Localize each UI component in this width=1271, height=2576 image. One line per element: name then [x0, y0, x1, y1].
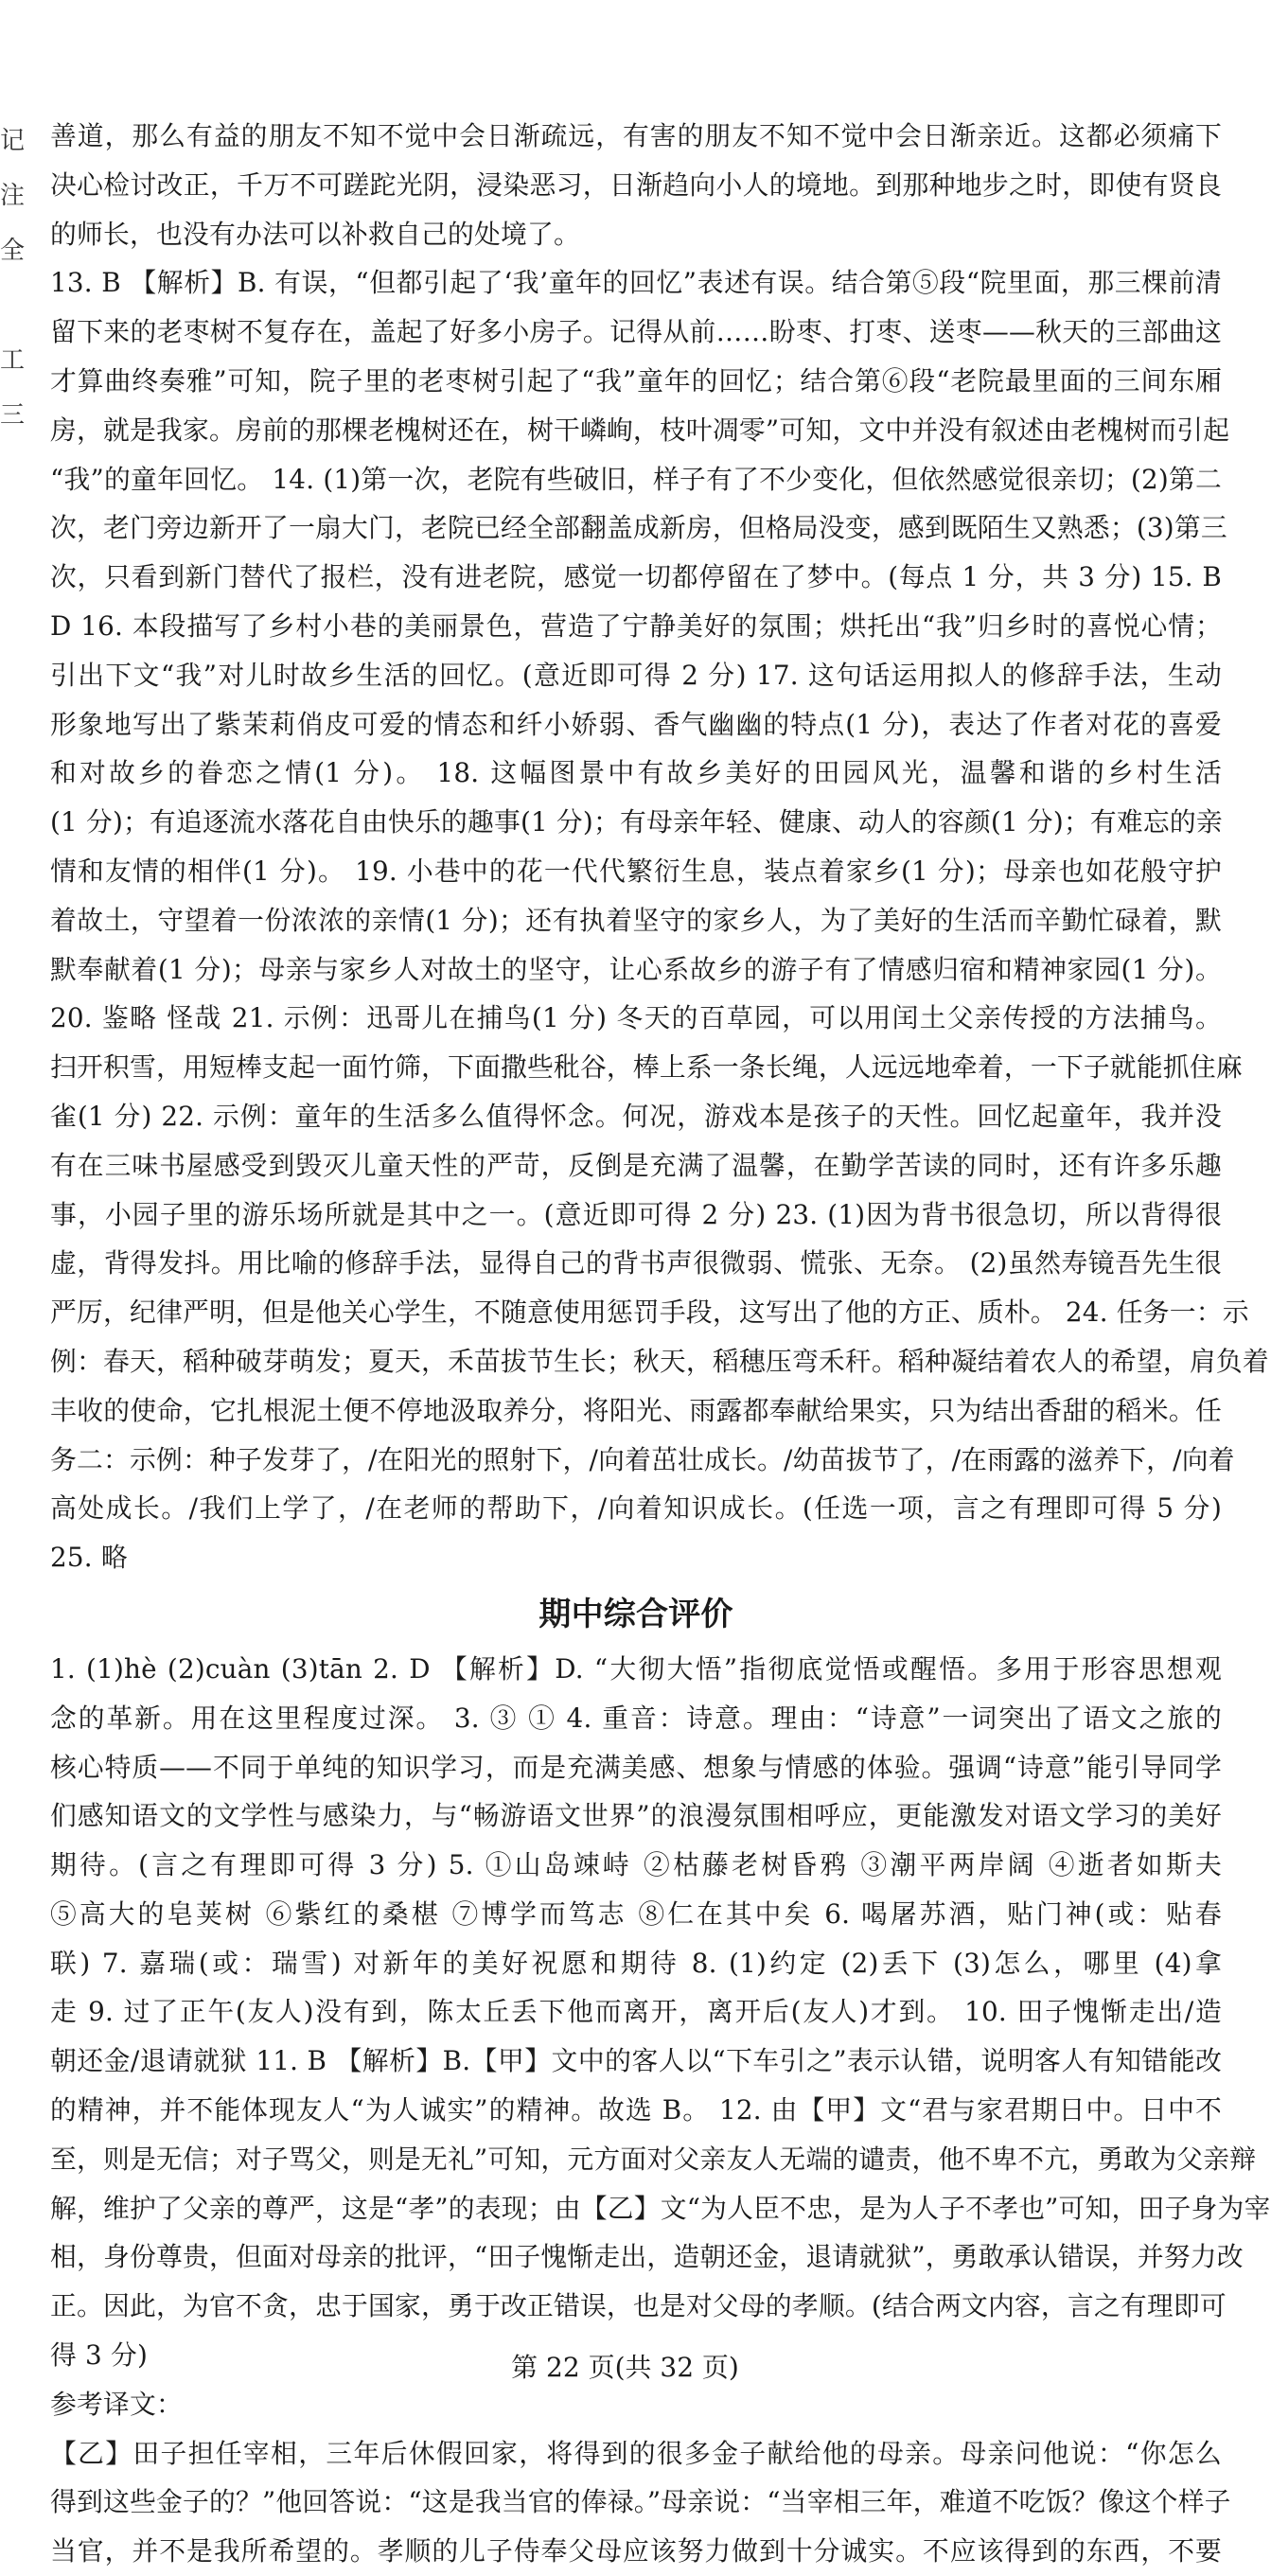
text-line: 核心特质——不同于单纯的知识学习，而是充满美感、想象与情感的体验。强调“诗意”能引导同学	[50, 1751, 1222, 1783]
text-line: 的精神，并不能体现友人“为人诚实”的精神。故选 B。 12. 由【甲】文“君与家君期日中。日中不	[50, 2094, 1222, 2126]
text-line: 朝还金/退请就狱 11. B 【解析】B.【甲】文中的客人以“下车引之”表示认错，说明客人有知错能改	[50, 2045, 1222, 2077]
text-line: 决心检讨改正，千万不可蹉跎光阴，浸染恶习，日渐趋向小人的境地。到那种地步之时，即使有贤良	[50, 168, 1222, 201]
text-line: 有在三味书屋感受到毁灭儿童天性的严苛，反倒是充满了温馨，在勤学苦读的同时，还有许多乐趣	[50, 1149, 1222, 1181]
reference-translation-label: 参考译文：	[50, 2388, 183, 2420]
text-line: 虚，背得发抖。用比喻的修辞手法，显得自己的背书声很微弱、慌张、无奈。 (2)虽然寿镜吾先生很	[50, 1247, 1222, 1279]
text-line: 念的革新。用在这里程度过深。 3. ③ ① 4. 重音：诗意。理由：“诗意”一词突出了语文之旅的	[50, 1702, 1222, 1734]
text-line: 解，维护了父亲的尊严，这是“孝”的表现；由【乙】文“为人臣不忠，是为人子不孝也”可知，田子身为宰	[50, 2192, 1271, 2224]
text-line: 20. 鉴略 怪哉 21. 示例：迅哥儿在捕鸟(1 分) 冬天的百草园，可以用闰土父亲传授的方法捕鸟。	[50, 1002, 1222, 1034]
section-title: 期中综合评价	[538, 1595, 733, 1633]
answer-content	[50, 112, 1271, 2576]
text-line: 1. (1)hè (2)cuàn (3)tān 2. D 【解析】D. “大彻大悟”指彻底觉悟或醒悟。多用于形容思想观	[50, 1652, 1222, 1685]
text-line: 得 3 分)	[50, 2339, 148, 2372]
page-number-footer: 第 22 页(共 32 页)	[511, 2352, 739, 2383]
text-line: 【乙】田子担任宰相，三年后休假回家，将得到的很多金子献给他的母亲。母亲问他说：“你怎么	[50, 2437, 1222, 2469]
text-line: 期待。(言之有理即可得 3 分) 5. ①山岛竦峙 ②枯藤老树昏鸦 ③潮平两岸阔 ④逝者如斯夫	[50, 1849, 1222, 1881]
text-line: 扫开积雪，用短棒支起一面竹筛，下面撒些秕谷，棒上系一条长绳，人远远地牵着，一下子就能抓住麻	[50, 1051, 1243, 1084]
answers-section-previous	[50, 112, 1269, 1582]
text-line: 留下来的老枣树不复存在，盖起了好多小房子。记得从前……盼枣、打枣、送枣——秋天的三部曲这	[50, 316, 1222, 348]
text-line: D 16. 本段描写了乡村小巷的美丽景色，营造了宁静美好的氛围；烘托出“我”归乡时的喜悦心情；	[50, 609, 1222, 642]
text-line: 引出下文“我”对儿时故乡生活的回忆。(意近即可得 2 分) 17. 这句话运用拟人的修辞手法，生动	[50, 659, 1222, 691]
text-line: 相，身份尊贵，但面对母亲的批评，“田子愧惭走出，造朝还金，退请就狱”，勇敢承认错误，并努力改	[50, 2241, 1244, 2273]
text-line: 默奉献着(1 分)；母亲与家乡人对故土的坚守，让心系故乡的游子有了情感归宿和精神家园(1 分)。	[50, 953, 1222, 985]
text-line: 和对故乡的眷恋之情(1 分)。 18. 这幅图景中有故乡美好的田园风光，温馨和谐的乡村生活	[50, 757, 1222, 789]
text-line: (1 分)；有追逐流水落花自由快乐的趣事(1 分)；有母亲年轻、健康、动人的容颜(1 分)；有难忘的亲	[50, 806, 1223, 838]
text-line: 当官，并不是我所希望的。孝顺的儿子侍奉父母应该努力做到十分诚实。不应该得到的东西，不要	[50, 2535, 1222, 2567]
answers-section-midterm	[50, 1645, 1271, 2380]
text-line: 善道，那么有益的朋友不知不觉中会日渐疏远，有害的朋友不知不觉中会日渐亲近。这都必须痛下	[50, 120, 1222, 151]
text-line: 走 9. 过了正午(友人)没有到，陈太丘丢下他而离开，离开后(友人)才到。 10. 田子愧惭走出/造	[50, 1996, 1222, 2028]
text-line: 正。因此，为官不贪，忠于国家，勇于改正错误，也是对父母的孝顺。(结合两文内容，言之有理即可	[50, 2290, 1227, 2322]
text-line: ⑤高大的皂荚树 ⑥紫红的桑椹 ⑦博学而笃志 ⑧仁在其中矣 6. 喝屠苏酒，贴门神(或：贴春	[50, 1897, 1222, 1930]
text-line: 严厉，纪律严明，但是他关心学生，不随意使用惩罚手段，这写出了他的方正、质朴。 24. 任务一：示	[50, 1297, 1249, 1329]
text-line: “我”的童年回忆。 14. (1)第一次，老院有些破旧，样子有了不少变化，但依然感觉很亲切；(2)第二	[50, 463, 1222, 495]
text-line: 的师长，也没有办法可以补救自己的处境了。	[50, 218, 580, 250]
binding-margin-text: 记 注 全 工 三	[0, 127, 26, 430]
text-line: 雀(1 分) 22. 示例：童年的生活多么值得怀念。何况，游戏本是孩子的天性。回忆起童年，我并没	[50, 1100, 1222, 1132]
text-line: 才算曲终奏雅”可知，院子里的老枣树引起了“我”童年的回忆；结合第⑥段“老院最里面的三间东厢	[50, 364, 1222, 397]
text-line: 情和友情的相伴(1 分)。 19. 小巷中的花一代代繁衍生息，装点着家乡(1 分)；母亲也如花般守护	[50, 855, 1222, 887]
text-line: 至，则是无信；对子骂父，则是无礼”可知，元方面对父亲友人无端的谴责，他不卑不亢，勇敢为父亲辩	[50, 2143, 1257, 2175]
text-line: 联) 7. 嘉瑞(或：瑞雪) 对新年的美好祝愿和期待 8. (1)约定 (2)丢下 (3)怎么，哪里 (4)拿	[50, 1947, 1222, 1979]
text-line: 房，就是我家。房前的那棵老槐树还在，树干嶙峋，枝叶凋零”可知，文中并没有叙述由老槐树而引起	[50, 414, 1230, 446]
text-line: 着故土，守望着一份浓浓的亲情(1 分)；还有执着坚守的家乡人，为了美好的生活而辛勤忙碌着，默	[50, 904, 1222, 936]
text-line: 务二：示例：种子发芽了，/在阳光的照射下，/向着茁壮成长。/幼苗拔节了，/在雨露的滋养下，/向着	[50, 1443, 1235, 1475]
text-line: 25. 略	[50, 1542, 128, 1574]
text-line: 丰收的使命，它扎根泥土便不停地汲取养分，将阳光、雨露都奉献给果实，只为结出香甜的稻米。任	[50, 1394, 1222, 1426]
text-line: 高处成长。/我们上学了，/在老师的帮助下，/向着知识成长。(任选一项，言之有理即可得 5 分)	[50, 1492, 1222, 1525]
text-line: 次，老门旁边新开了一扇大门，老院已经全部翻盖成新房，但格局没变，感到既陌生又熟悉；(3)第三	[50, 512, 1227, 544]
text-line: 事，小园子里的游乐场所就是其中之一。(意近即可得 2 分) 23. (1)因为背书很急切，所以背得很	[50, 1198, 1222, 1230]
text-line: 得到这些金子的？”他回答说：“这是我当官的俸禄。”母亲说：“当宰相三年，难道不吃饭？像这个样子	[50, 2486, 1231, 2518]
text-line: 们感知语文的文学性与感染力，与“畅游语文世界”的浪漫氛围相呼应，更能激发对语文学习的美好	[50, 1800, 1222, 1832]
text-line: 13. B 【解析】B. 有误，“但都引起了‘我’童年的回忆”表述有误。结合第⑤段“院里面，那三棵前清	[50, 267, 1222, 299]
text-line: 次，只看到新门替代了报栏，没有进老院，感觉一切都停留在了梦中。(每点 1 分，共 3 分) 15. B	[50, 561, 1222, 593]
text-line: 形象地写出了紫茉莉俏皮可爱的情态和纤小娇弱、香气幽幽的特点(1 分)，表达了作者对花的喜爱	[50, 708, 1222, 740]
text-line: 例：春天，稻种破芽萌发；夏天，禾苗拔节生长；秋天，稻穗压弯禾秆。稻种凝结着农人的希望，肩负着	[50, 1345, 1269, 1377]
reference-translation-text	[50, 2429, 1231, 2576]
